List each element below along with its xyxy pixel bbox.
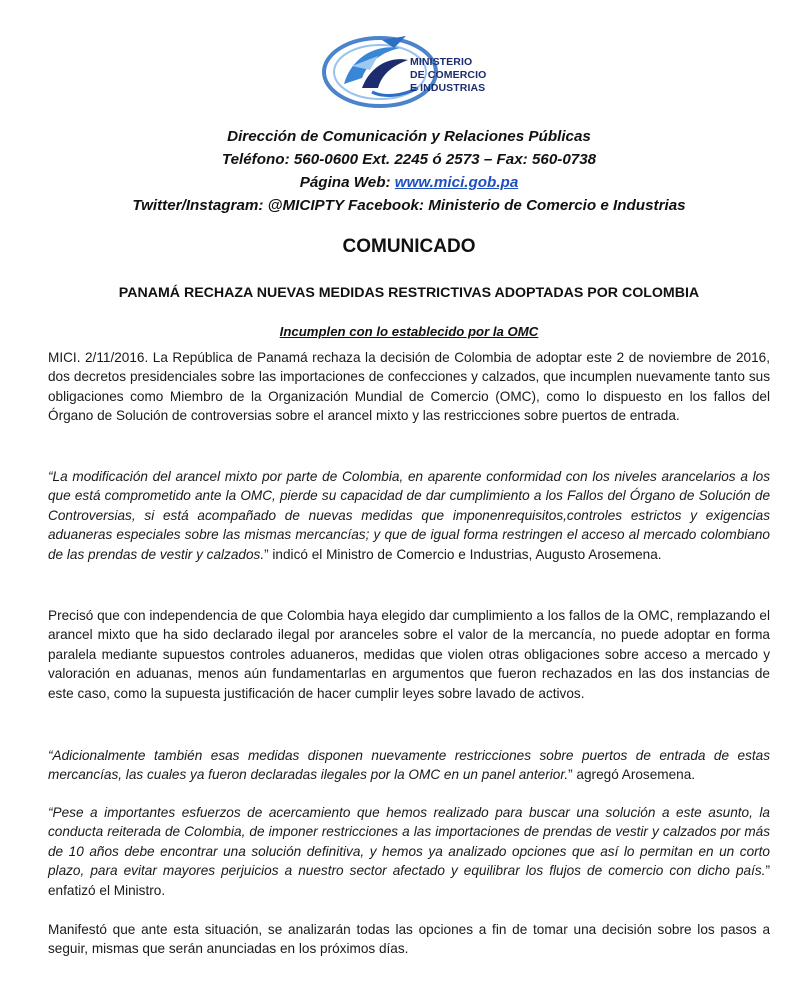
- contact-phone: Teléfono: 560-0600 Ext. 2245 ó 2573 – Fax: 560-0738: [221, 151, 597, 168]
- document-title: COMUNICADO: [342, 236, 476, 257]
- attribution-1: ” indicó el Ministro de Comercio e Industrias, Augusto Arosemena.: [264, 546, 662, 562]
- paragraph-3-text: Precisó que con independencia de que Colombia haya elegido dar cumplimiento a los fallos de la OMC, remplazando el arancel mixto que ha sido declarado ilegal por aranceles sobre el valor de la mercancía, no puede adoptar en forma paralela mediante supuestos controles aduaneros, medidas que violen otras obligaciones sobre acceso a mercado y valoración en aduanas, menos aún fundamentarlas en argumentos que fueron rechazados en las dos instancias de este caso, como la supuesta justificación de hacer cumplir leyes sobre lavado de activos.: [48, 608, 770, 701]
- logo-wordmark: [410, 56, 486, 95]
- website-link[interactable]: www.mici.gob.pa: [394, 174, 519, 191]
- quote-minister-2: “Adicionalmente también esas medidas disponen nuevamente restricciones sobre puertos de entrada de estas mercancías, las cuales ya fueron declaradas ilegales por la OMC en un panel anterior.: [48, 748, 770, 783]
- paragraph-5-text: [48, 803, 770, 900]
- contact-block: [48, 125, 770, 217]
- contact-department: Dirección de Comunicación y Relaciones Públicas: [227, 128, 591, 145]
- logo-line-2: DE COMERCIO: [410, 69, 487, 81]
- paragraph-2-text: [48, 467, 770, 564]
- paragraph-1-text: MICI. 2/11/2016. La República de Panamá rechaza la decisión de Colombia de adoptar este 2 de noviembre de 2016, dos decretos presidenciales sobre las importaciones de confecciones y calzados, que incumplen nuevamente tanto sus obligaciones como Miembro de la Organización Mundial de Comercio (OMC), como lo dispuesto en los fallos del Órgano de Solución de controversias sobre el arancel mixto y las restricciones sobre puertos de entrada.: [48, 350, 770, 424]
- quote-minister-3: “Pese a importantes esfuerzos de acercamiento que hemos realizado para buscar una solución a este asunto, la conducta reiterada de Colombia, de imponer restricciones a las importaciones de prendas de vestir y calzados por más de 10 años debe encontrar una solución definitiva, y hemos ya analizado opciones que así lo permitan en un corto plazo, para evitar mayores perjuicios a nuestro sector afectado y equilibrar los flujos de comercio con dicho país.: [48, 805, 770, 879]
- paragraph-6: [48, 920, 770, 959]
- logo-line-3: E INDUSTRIAS: [410, 82, 486, 94]
- quote-minister-1: “La modificación del arancel mixto por parte de Colombia, en aparente conformidad con los niveles arancelarios a los que está comprometido ante la OMC, pierde su capacidad de dar cumplimiento a los Fallos del Órgano de Solución de Controversias, si está acompañado de nuevas medidas que imponenrequisitos,controles estrictos y exigencias aduaneras especiales sobre las mismas mercancías; y que de igual forma restringen el acceso al mercado colombiano de las prendas de vestir y calzados.: [48, 469, 770, 562]
- paragraph-2: [48, 467, 770, 564]
- paragraph-4: [48, 746, 770, 785]
- paragraph-6-text: Manifestó que ante esta situación, se analizarán todas las opciones a fin de tomar una decisión sobre los pasos a seguir, mismas que serán anunciadas en los próximos días.: [48, 922, 770, 957]
- contact-social: Twitter/Instagram: @MICIPTY Facebook: Ministerio de Comercio e Industrias: [132, 197, 686, 214]
- attribution-2: ” agregó Arosemena.: [568, 767, 696, 783]
- paragraph-4-text: [48, 746, 770, 785]
- attribution-3: ” enfatizó el Ministro.: [48, 863, 770, 898]
- document-page: [48, 0, 770, 999]
- paragraph-1: [48, 348, 770, 426]
- contact-web: [48, 171, 770, 194]
- press-subheadline: Incumplen con lo establecido por la OMC: [279, 324, 539, 339]
- contact-web-label: Página Web:: [299, 174, 395, 191]
- paragraph-5: [48, 803, 770, 900]
- press-headline: PANAMÁ RECHAZA NUEVAS MEDIDAS RESTRICTIVAS ADOPTADAS POR COLOMBIA: [118, 285, 700, 301]
- logo-line-1: MINISTERIO: [410, 56, 473, 68]
- paragraph-3: [48, 606, 770, 703]
- ministry-logo: [322, 26, 502, 112]
